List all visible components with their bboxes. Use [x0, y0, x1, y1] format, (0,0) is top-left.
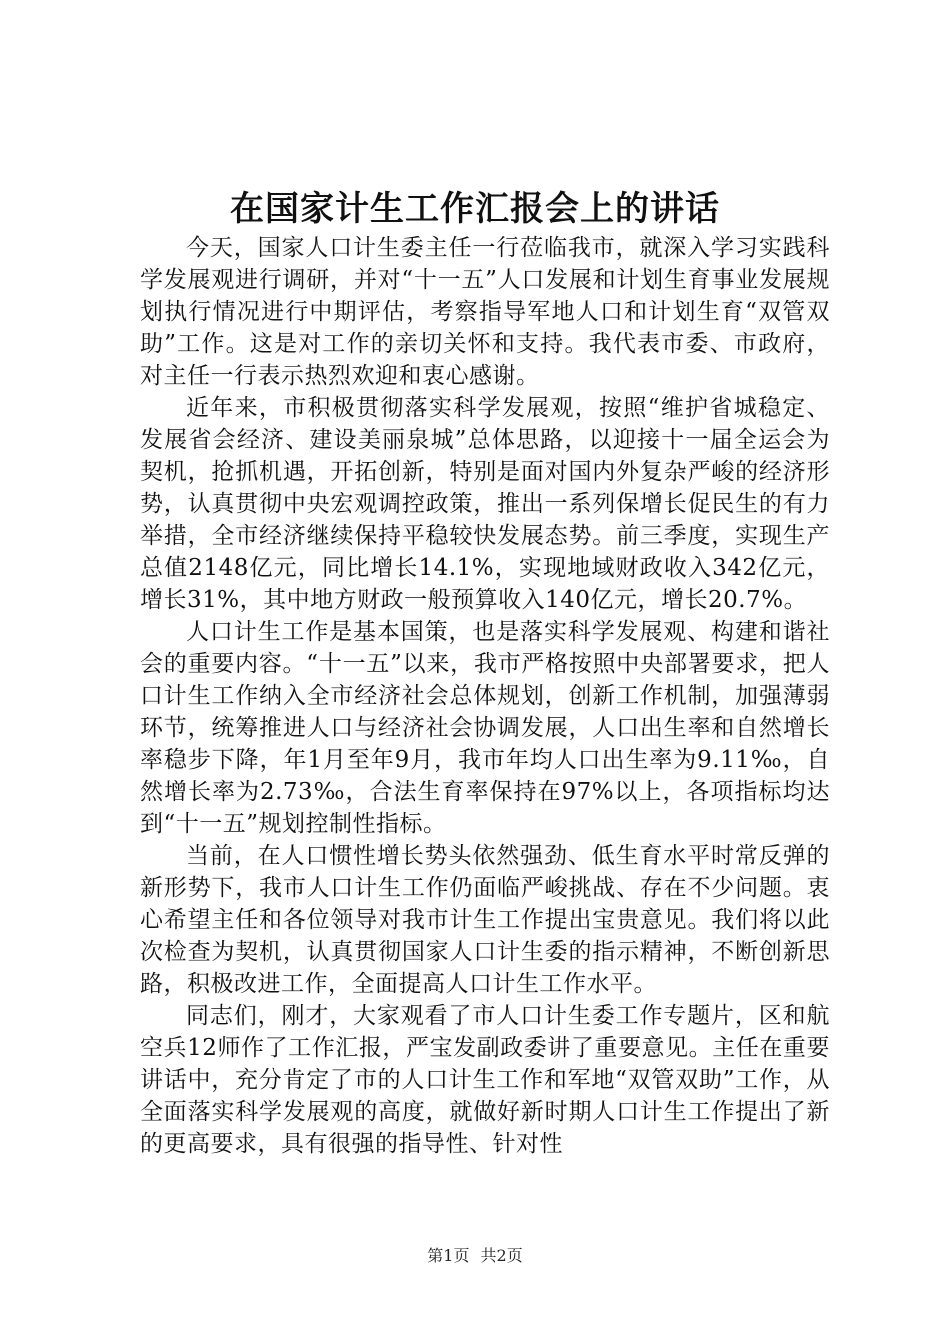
paragraph: 今天，国家人口计生委主任一行莅临我市，就深入学习实践科学发展观进行调研，并对“十一五”人口发展和计划生育事业发展规划执行情况进行中期评估，考察指导军地人口和计划生育“双管双助”工作。这是对工作的亲切关怀和支持。我代表市委、市政府，对主任一行表示热烈欢迎和衷心感谢。 [140, 235, 830, 389]
paragraph: 当前，在人口惯性增长势头依然强劲、低生育水平时常反弹的新形势下，我市人口计生工作仍面临严峻挑战、存在不少问题。衷心希望主任和各位领导对我市计生工作提出宝贵意见。我们将以此次检查为契机，认真贯彻国家人口计生委的指示精神，不断创新思路，积极改进工作，全面提高人口计生工作水平。 [140, 843, 830, 997]
page-total: 共2页 [480, 1246, 523, 1265]
page-footer [0, 1244, 950, 1268]
document-body [140, 232, 830, 1160]
paragraph: 人口计生工作是基本国策，也是落实科学发展观、构建和谐社会的重要内容。“十一五”以来，我市严格按照中央部署要求，把人口计生工作纳入全市经济社会总体规划，创新工作机制，加强薄弱环节，统筹推进人口与经济社会协调发展，人口出生率和自然增长率稳步下降，年1月至年9月，我市年均人口出生率为9.11‰，自然增长率为2.73‰，合法生育率保持在97%以上，各项指标均达到“十一五”规划控制性指标。 [140, 619, 830, 837]
document-title: 在国家计生工作汇报会上的讲话 [230, 189, 720, 229]
page-number: 第1页 [427, 1246, 470, 1265]
paragraph: 同志们，刚才，大家观看了市人口计生委工作专题片，区和航空兵12师作了工作汇报，严宝发副政委讲了重要意见。主任在重要讲话中，充分肯定了市的人口计生工作和军地“双管双助”工作，从全面落实科学发展观的高度，就做好新时期人口计生工作提出了新的更高要求，具有很强的指导性、针对性 [140, 1003, 830, 1157]
paragraph: 近年来，市积极贯彻落实科学发展观，按照“维护省城稳定、发展省会经济、建设美丽泉城”总体思路，以迎接十一届全运会为契机，抢抓机遇，开拓创新，特别是面对国内外复杂严峻的经济形势，认真贯彻中央宏观调控政策，推出一系列保增长促民生的有力举措，全市经济继续保持平稳较快发展态势。前三季度，实现生产总值2148亿元，同比增长14.1%，实现地域财政收入342亿元，增长31%，其中地方财政一般预算收入140亿元，增长20.7%。 [140, 395, 830, 613]
